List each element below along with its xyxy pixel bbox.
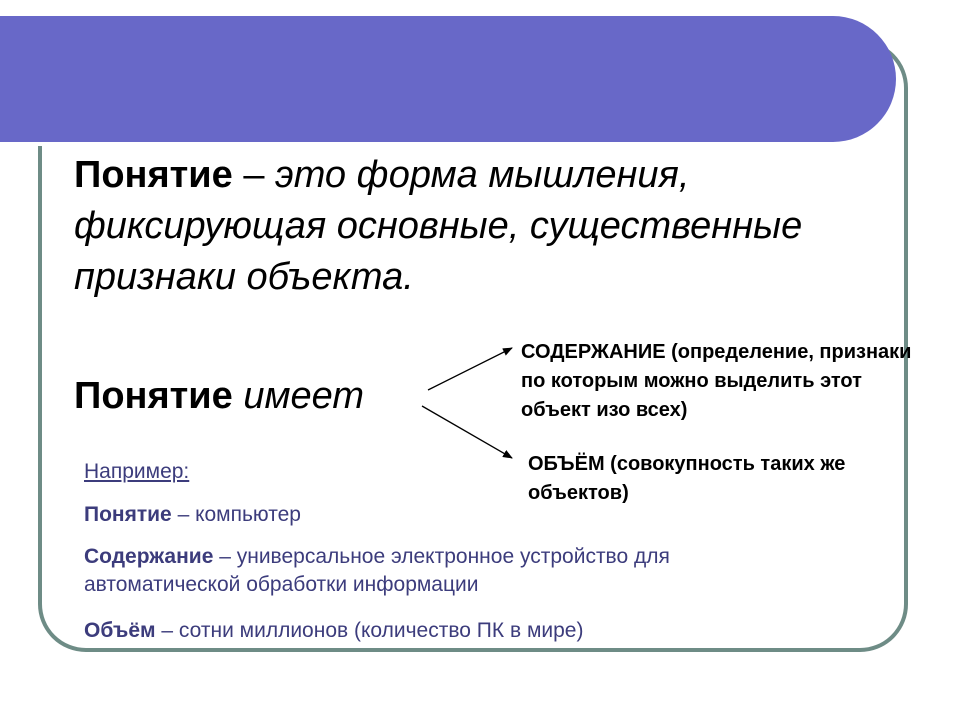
example-content-term: Содержание	[84, 545, 214, 568]
branch-volume-text	[528, 450, 928, 508]
example-concept-term: Понятие	[84, 503, 172, 526]
definition-dash: –	[232, 154, 276, 196]
branch-content-text: СОДЕРЖАНИЕ (определение, признаки по которым можно выделить этот объект изо всех)	[521, 341, 912, 421]
arrow-to-content	[428, 348, 512, 390]
example-concept-text: – компьютер	[171, 503, 301, 526]
example-content-text: – универсальное электронное устройство для автоматической обработки информации	[84, 545, 670, 596]
definition-body: это форма мышления, фиксирующая основные, существенные признаки объекта.	[74, 154, 803, 298]
example-volume	[84, 617, 583, 645]
example-heading: Например:	[84, 460, 190, 483]
example-content	[84, 543, 804, 599]
example-volume-text: – сотни миллионов (количество ПК в мире)	[155, 619, 584, 642]
has-verb: имеет	[232, 375, 365, 417]
has-term: Понятие	[74, 375, 233, 417]
branch-volume-line1: ОБЪЁМ (совокупность таких же	[528, 453, 846, 475]
arrow-to-volume	[422, 406, 512, 458]
example-volume-term: Объём	[84, 619, 156, 642]
example-concept	[84, 501, 301, 529]
definition-term: Понятие	[74, 154, 233, 196]
branch-volume-line2: объектов)	[528, 482, 629, 504]
